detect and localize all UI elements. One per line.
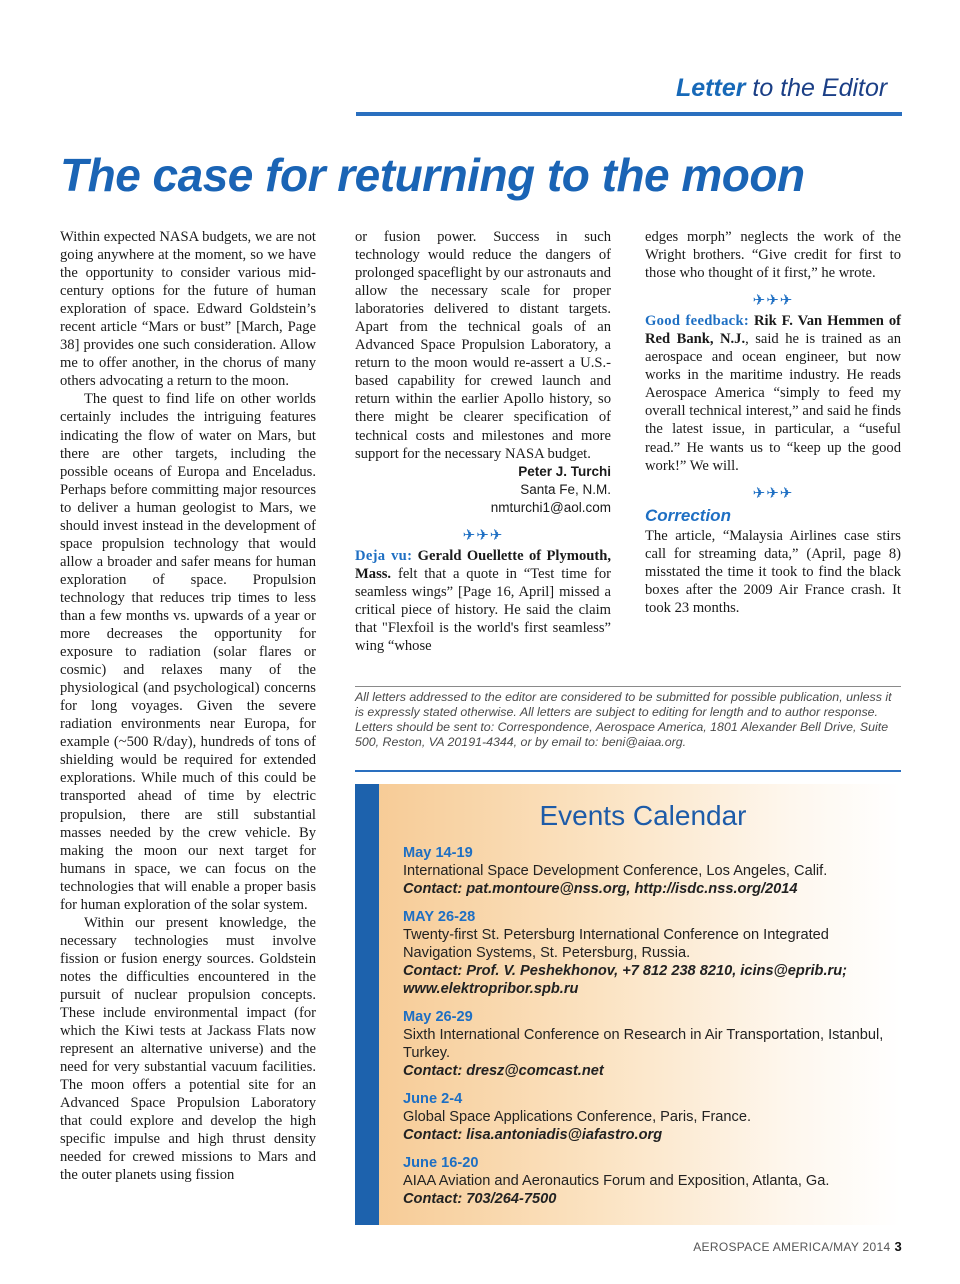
event-contact: Contact: dresz@comcast.net [403,1063,604,1079]
page-number: 3 [894,1239,902,1254]
deja-vu-lead: Deja vu: [355,547,413,564]
event-description: Twenty-first St. Petersburg International Conference on Integrated Navigation Systems, St. Petersburg, Russia. [403,927,829,961]
submission-note: All letters addressed to the editor are considered to be submitted for possible publication, unless it is expressly stated otherwise. All letters are subject to editing for length and to author response. Letters should be sent to: Correspondence, Aerospace America, 1801 Alexander Bell Drive, Suite 500, Reston, VA 20191-4344, or by email to: beni@aiaa.org. [355,690,892,749]
event-contact: Contact: pat.montoure@nss.org, http://isdc.nss.org/2014 [403,881,798,897]
paragraph: Within our present knowledge, the necessary technologies must involve fission or fusion energy sources. Goldstein notes the difficulties encountered in the pursuit of nuclear propulsion concepts. These include environmental impact (for which the Kiwi tests at Jackass Flats now represent an alternative universe) and the need for very substantial vacuum facilities. The moon offers a potential site for an Advanced Space Propulsion Laboratory that could explore and develop the high specific impulse and high thrust density needed for crewed missions to Mars and the outer planets using fission [60,914,316,1184]
article-title: The case for returning to the moon [60,149,805,201]
footer-text: AEROSPACE AMERICA/MAY 2014 [693,1240,891,1254]
signature-name: Peter J. Turchi [518,463,611,479]
signature-email: nmturchi1@aol.com [490,499,611,515]
event-description: Sixth International Conference on Research in Air Transportation, Istanbul, Turkey. [403,1027,884,1061]
airplane-separator-icon: ✈✈✈ [462,527,504,544]
events-calendar [355,784,901,1225]
event-item [403,844,893,898]
event-date: MAY 26-28 [403,909,476,925]
page-footer [693,1239,902,1254]
event-item [403,908,893,998]
section-header-bold: Letter [676,74,746,102]
event-item [403,1008,893,1080]
signature [355,463,611,517]
column-3 [645,228,901,617]
good-feedback-lead: Good feedback: [645,313,750,330]
column-1 [60,228,316,1184]
header-rule [356,112,902,116]
event-date: June 16-20 [403,1155,479,1171]
event-item [403,1090,893,1144]
event-description: AIAA Aviation and Aeronautics Forum and Exposition, Atlanta, Ga. [403,1173,830,1189]
column-2 [355,228,611,655]
event-contact: Contact: 703/264-7500 [403,1191,557,1207]
paragraph: edges morph” neglects the work of the Wright brothers. “Give credit for first to those who thought of it first,” he wrote. [645,229,901,282]
event-date: June 2-4 [403,1091,463,1107]
note-rule-top [355,686,901,687]
paragraph: Within expected NASA budgets, we are not going anywhere at the moment, so we have the opportunity to consider various mid-century options for the future of human exploration of space. Edward Goldstein’s recent article “Mars or bust” [March, Page 38] provides one such consideration. Allow me to offer another, in the chorus of many others advocating a return to the moon. [60,229,316,390]
events-side-bar [355,784,379,1225]
deja-vu-text: felt that a quote in “Test time for seamless wings” [Page 16, April] missed a critical piece of history. He said the claim that "Flexfoil is the world's first seamless” wing “whose [355,565,611,655]
event-contact: Contact: Prof. V. Peshekhonov, +7 812 238 8210, icins@eprib.ru; www.elektropribor.spb.ru [403,963,847,997]
event-description: International Space Development Conference, Los Angeles, Calif. [403,863,828,879]
section-header [676,74,887,103]
paragraph: The quest to find life on other worlds certainly includes the intriguing features indicating the flow of water on Mars, but there are other targets, including the possible oceans of Europa and Enceladus. Perhaps before committing major resources to deliver a human geologist to Mars, we should invest instead in the development of space propulsion technology that would allow a broader and safer means for human exploration of space. Propulsion technology that reduces trip times to less than a few months vs. upwards of a year or more decreases the opportunity for exposure to radiation (solar flares or cosmic) and relaxes many of the physiological (and psychological) concerns for long voyages. Given the severe radiation environments near Europa, for example (~500 R/day), hundreds of tons of shielding would be required for extended explorations. While much of this could be transported ahead of time by electric propulsion, there are still substantial masses needed by the crew vehicle. By making the moon our next target for humans in space, we can focus on the technologies that will enable a proper basis for human exploration of the solar system. [60,391,316,913]
note-rule-bottom [355,770,901,772]
section-header-rest: to the Editor [745,74,888,102]
deja-vu-letter [355,547,611,655]
signature-place: Santa Fe, N.M. [520,481,611,497]
good-feedback-text: , said he is trained as an aerospace and ocean engineer, but now works in the maritime industry. He reads Aerospace America “simply to feed my overall technical interest,” and said he finds the latest issue, in particular, a “useful read.” He wants us to “keep up the good work!” We will. [645,331,901,474]
event-item [403,1154,893,1208]
events-title: Events Calendar [539,800,747,831]
deja-vu-person: Gerald Ouellette of Plymouth, Mass. [355,547,611,582]
airplane-separator-icon: ✈✈✈ [752,293,794,310]
good-feedback-person: Rik F. Van Hemmen of Red Bank, N.J. [645,313,901,348]
event-contact: Contact: lisa.antoniadis@iafastro.org [403,1127,663,1143]
correction-heading: Correction [645,505,731,525]
correction-text: The article, “Malaysia Airlines case stirs call for streaming data,” (April, page 8) misstated the time it took to find the black boxes after the 2009 Air France crash. It took 23 months. [645,527,901,616]
airplane-separator-icon: ✈✈✈ [752,485,794,502]
paragraph: or fusion power. Success in such technology would reduce the dangers of prolonged spaceflight by our astronauts and allow the necessary scale for proper laboratories delivered to distant targets. Apart from the technical goals of an Advanced Space Propulsion Laboratory, a return to the moon would re-assert a U.S.-based capability for crewed launch and return within the earlier Apollo history, so there might be clearer specification of technical costs and milestones and more support for the necessary NASA budget. [355,229,611,462]
good-feedback-letter [645,312,901,474]
event-date: May 14-19 [403,845,473,861]
event-description: Global Space Applications Conference, Paris, France. [403,1109,752,1125]
event-date: May 26-29 [403,1009,473,1025]
